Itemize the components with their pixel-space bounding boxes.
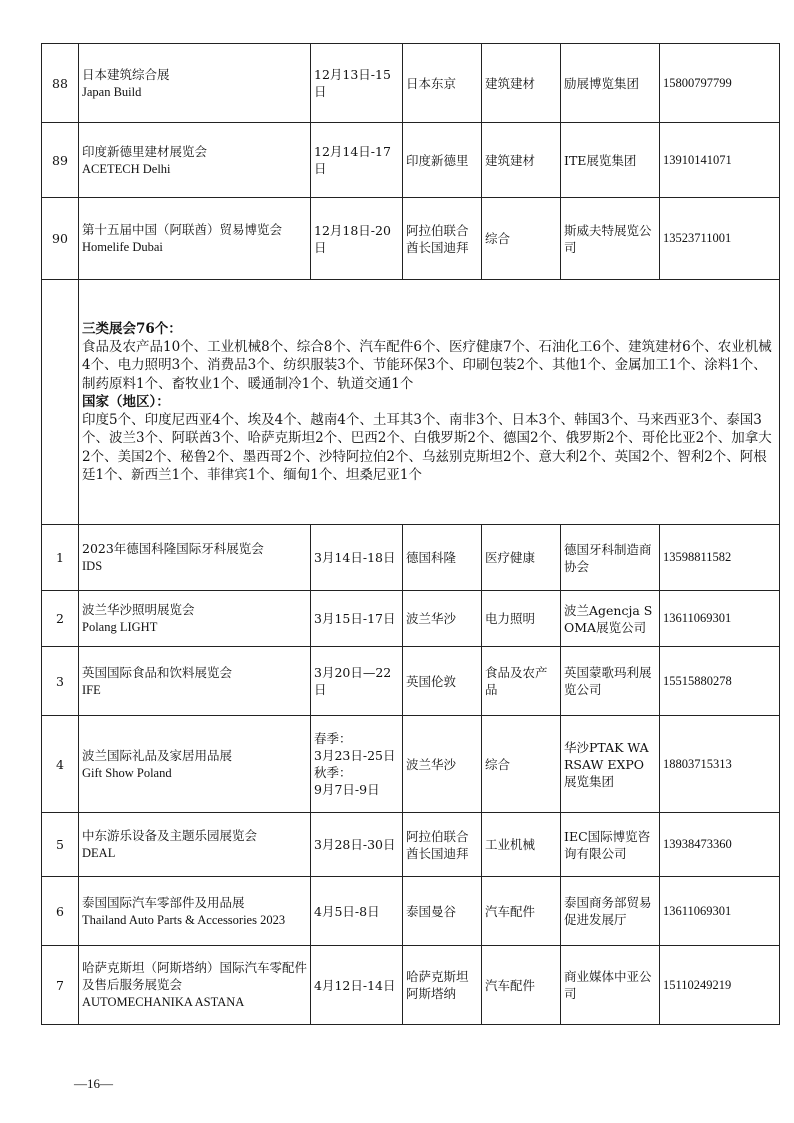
exhibition-date: 3月14日-18日: [311, 525, 403, 591]
exhibition-location: 印度新德里: [403, 123, 482, 198]
summary-blank-cell: [42, 280, 79, 525]
exhibition-organizer: 德国牙科制造商协会: [561, 525, 660, 591]
exhibition-category: 工业机械: [482, 813, 561, 877]
table-row: [42, 123, 780, 198]
exhibition-name: [79, 813, 311, 877]
exhibition-category: 汽车配件: [482, 946, 561, 1025]
exhibition-organizer: 励展博览集团: [561, 44, 660, 123]
summary-industries: 食品及农产品10个、工业机械8个、综合8个、汽车配件6个、医疗健康7个、石油化工6个、建筑建材6个、农业机械4个、电力照明3个、消费品3个、纺织服装3个、节能环保3个、印刷包装2个、其他1个、金属加工1个、涂料1个、制药原料1个、畜牧业1个、暖通制冷1个、轨道交通1个: [82, 339, 772, 392]
contact-phone: 13938473360: [660, 813, 780, 877]
exhibition-location: 阿拉伯联合酋长国迪拜: [403, 813, 482, 877]
name-en: Japan Build: [82, 84, 142, 99]
exhibition-organizer: 商业媒体中亚公司: [561, 946, 660, 1025]
page-number: —16—: [74, 1076, 113, 1091]
exhibition-date: 4月12日-14日: [311, 946, 403, 1025]
date-spring: 3月23日-25日: [314, 748, 396, 763]
table-row: [42, 647, 780, 716]
table-row: [42, 946, 780, 1025]
name-cn: 中东游乐设备及主题乐园展览会: [82, 828, 258, 843]
name-cn: 2023年德国科隆国际牙科展览会: [82, 541, 264, 556]
exhibition-name: [79, 123, 311, 198]
exhibition-name: [79, 716, 311, 813]
row-number: 5: [42, 813, 79, 877]
contact-phone: 15800797799: [660, 44, 780, 123]
exhibition-category: 电力照明: [482, 591, 561, 647]
exhibition-date: 3月28日-30日: [311, 813, 403, 877]
exhibition-name: [79, 525, 311, 591]
date-season-spring-label: 春季：: [314, 731, 352, 746]
name-cn: 日本建筑综合展: [82, 66, 170, 82]
date-autumn: 9月7日-9日: [314, 782, 380, 797]
contact-phone: 15515880278: [660, 647, 780, 716]
exhibition-table: [41, 43, 780, 1025]
exhibition-name: [79, 44, 311, 123]
name-en: Gift Show Poland: [82, 765, 172, 780]
exhibition-organizer: 斯威夫特展览公司: [561, 198, 660, 280]
table-row: [42, 44, 780, 123]
contact-phone: 13598811582: [660, 525, 780, 591]
exhibition-category: 汽车配件: [482, 877, 561, 946]
contact-phone: 15110249219: [660, 946, 780, 1025]
exhibition-name: [79, 647, 311, 716]
contact-phone: 13611069301: [660, 591, 780, 647]
exhibition-name: [79, 877, 311, 946]
exhibition-category: 医疗健康: [482, 525, 561, 591]
name-cn: 英国国际食品和饮料展览会: [82, 664, 233, 680]
row-number: 6: [42, 877, 79, 946]
exhibition-date: 3月15日-17日: [311, 591, 403, 647]
row-number: 1: [42, 525, 79, 591]
exhibition-location: 阿拉伯联合酋长国迪拜: [403, 198, 482, 280]
exhibition-category: 综合: [482, 198, 561, 280]
exhibition-location: 德国科隆: [403, 525, 482, 591]
exhibition-name: [79, 198, 311, 280]
table-row: [42, 877, 780, 946]
name-en: DEAL: [82, 846, 116, 860]
exhibition-date: 12月18日-20日: [311, 198, 403, 280]
exhibition-category: 建筑建材: [482, 44, 561, 123]
exhibition-date: [311, 716, 403, 813]
exhibition-location: 日本东京: [403, 44, 482, 123]
name-en: ACETECH Delhi: [82, 161, 171, 176]
row-number: 4: [42, 716, 79, 813]
name-en: Thailand Auto Parts & Accessories 2023: [82, 912, 286, 927]
row-number: 7: [42, 946, 79, 1025]
exhibition-organizer: 华沙PTAK WARSAW EXPO展览集团: [561, 716, 660, 813]
row-number: 3: [42, 647, 79, 716]
exhibition-location: 波兰华沙: [403, 716, 482, 813]
exhibition-date: 12月13日-15日: [311, 44, 403, 123]
contact-phone: 13523711001: [660, 198, 780, 280]
table-row: [42, 198, 780, 280]
exhibition-location: 泰国曼谷: [403, 877, 482, 946]
name-en: IDS: [82, 559, 103, 573]
summary-heading-categories: 三类展会76个：: [82, 321, 182, 338]
contact-phone: 13611069301: [660, 877, 780, 946]
exhibition-date: 4月5日-8日: [311, 877, 403, 946]
name-cn: 第十五届中国（阿联酋）贸易博览会: [82, 222, 283, 237]
date-season-autumn-label: 秋季：: [314, 765, 352, 780]
name-en: IFE: [82, 682, 101, 697]
name-cn: 波兰华沙照明展览会: [82, 602, 195, 617]
contact-phone: 13910141071: [660, 123, 780, 198]
summary-cell: [79, 280, 780, 525]
name-en: Homelife Dubai: [82, 240, 163, 254]
exhibition-location: 波兰华沙: [403, 591, 482, 647]
name-cn: 泰国国际汽车零部件及用品展: [82, 894, 245, 910]
exhibition-organizer: ITE展览集团: [561, 123, 660, 198]
table-row: [42, 716, 780, 813]
table-row: [42, 591, 780, 647]
name-cn: 哈萨克斯坦（阿斯塔纳）国际汽车零配件及售后服务展览会: [82, 960, 308, 992]
exhibition-organizer: IEC国际博览咨询有限公司: [561, 813, 660, 877]
exhibition-organizer: 英国蒙歌玛利展览公司: [561, 647, 660, 716]
name-cn: 波兰国际礼品及家居用品展: [82, 747, 233, 763]
exhibition-name: [79, 591, 311, 647]
name-cn: 印度新德里建材展览会: [82, 143, 208, 159]
exhibition-location: 英国伦敦: [403, 647, 482, 716]
name-en: AUTOMECHANIKA ASTANA: [82, 995, 245, 1009]
row-number: 88: [42, 44, 79, 123]
summary-row: [42, 280, 780, 525]
exhibition-category: 综合: [482, 716, 561, 813]
summary-countries: 印度5个、印度尼西亚4个、埃及4个、越南4个、土耳其3个、南非3个、日本3个、韩国3个、马来西亚3个、泰国3个、波兰3个、阿联酋3个、哈萨克斯坦2个、巴西2个、白俄罗斯2个、德国2个、俄罗斯2个、哥伦比亚2个、加拿大2个、美国2个、秘鲁2个、墨西哥2个、沙特阿拉伯2个、乌兹别克斯坦2个、意大利2个、英国2个、智利2个、阿根廷1个、新西兰1个、菲律宾1个、缅甸1个、坦桑尼亚1个: [82, 412, 772, 483]
exhibition-organizer: 泰国商务部贸易促进发展厅: [561, 877, 660, 946]
exhibition-date: 12月14日-17日: [311, 123, 403, 198]
row-number: 2: [42, 591, 79, 647]
table-row: [42, 813, 780, 877]
exhibition-category: 食品及农产品: [482, 647, 561, 716]
exhibition-organizer: 波兰Agencja SOMA展览公司: [561, 591, 660, 647]
exhibition-name: [79, 946, 311, 1025]
summary-heading-countries: 国家（地区）：: [82, 393, 170, 410]
exhibition-category: 建筑建材: [482, 123, 561, 198]
exhibition-date: 3月20日—22日: [311, 647, 403, 716]
row-number: 90: [42, 198, 79, 280]
table-row: [42, 525, 780, 591]
row-number: 89: [42, 123, 79, 198]
name-en: Polang LIGHT: [82, 620, 158, 634]
exhibition-location: 哈萨克斯坦阿斯塔纳: [403, 946, 482, 1025]
contact-phone: 18803715313: [660, 716, 780, 813]
